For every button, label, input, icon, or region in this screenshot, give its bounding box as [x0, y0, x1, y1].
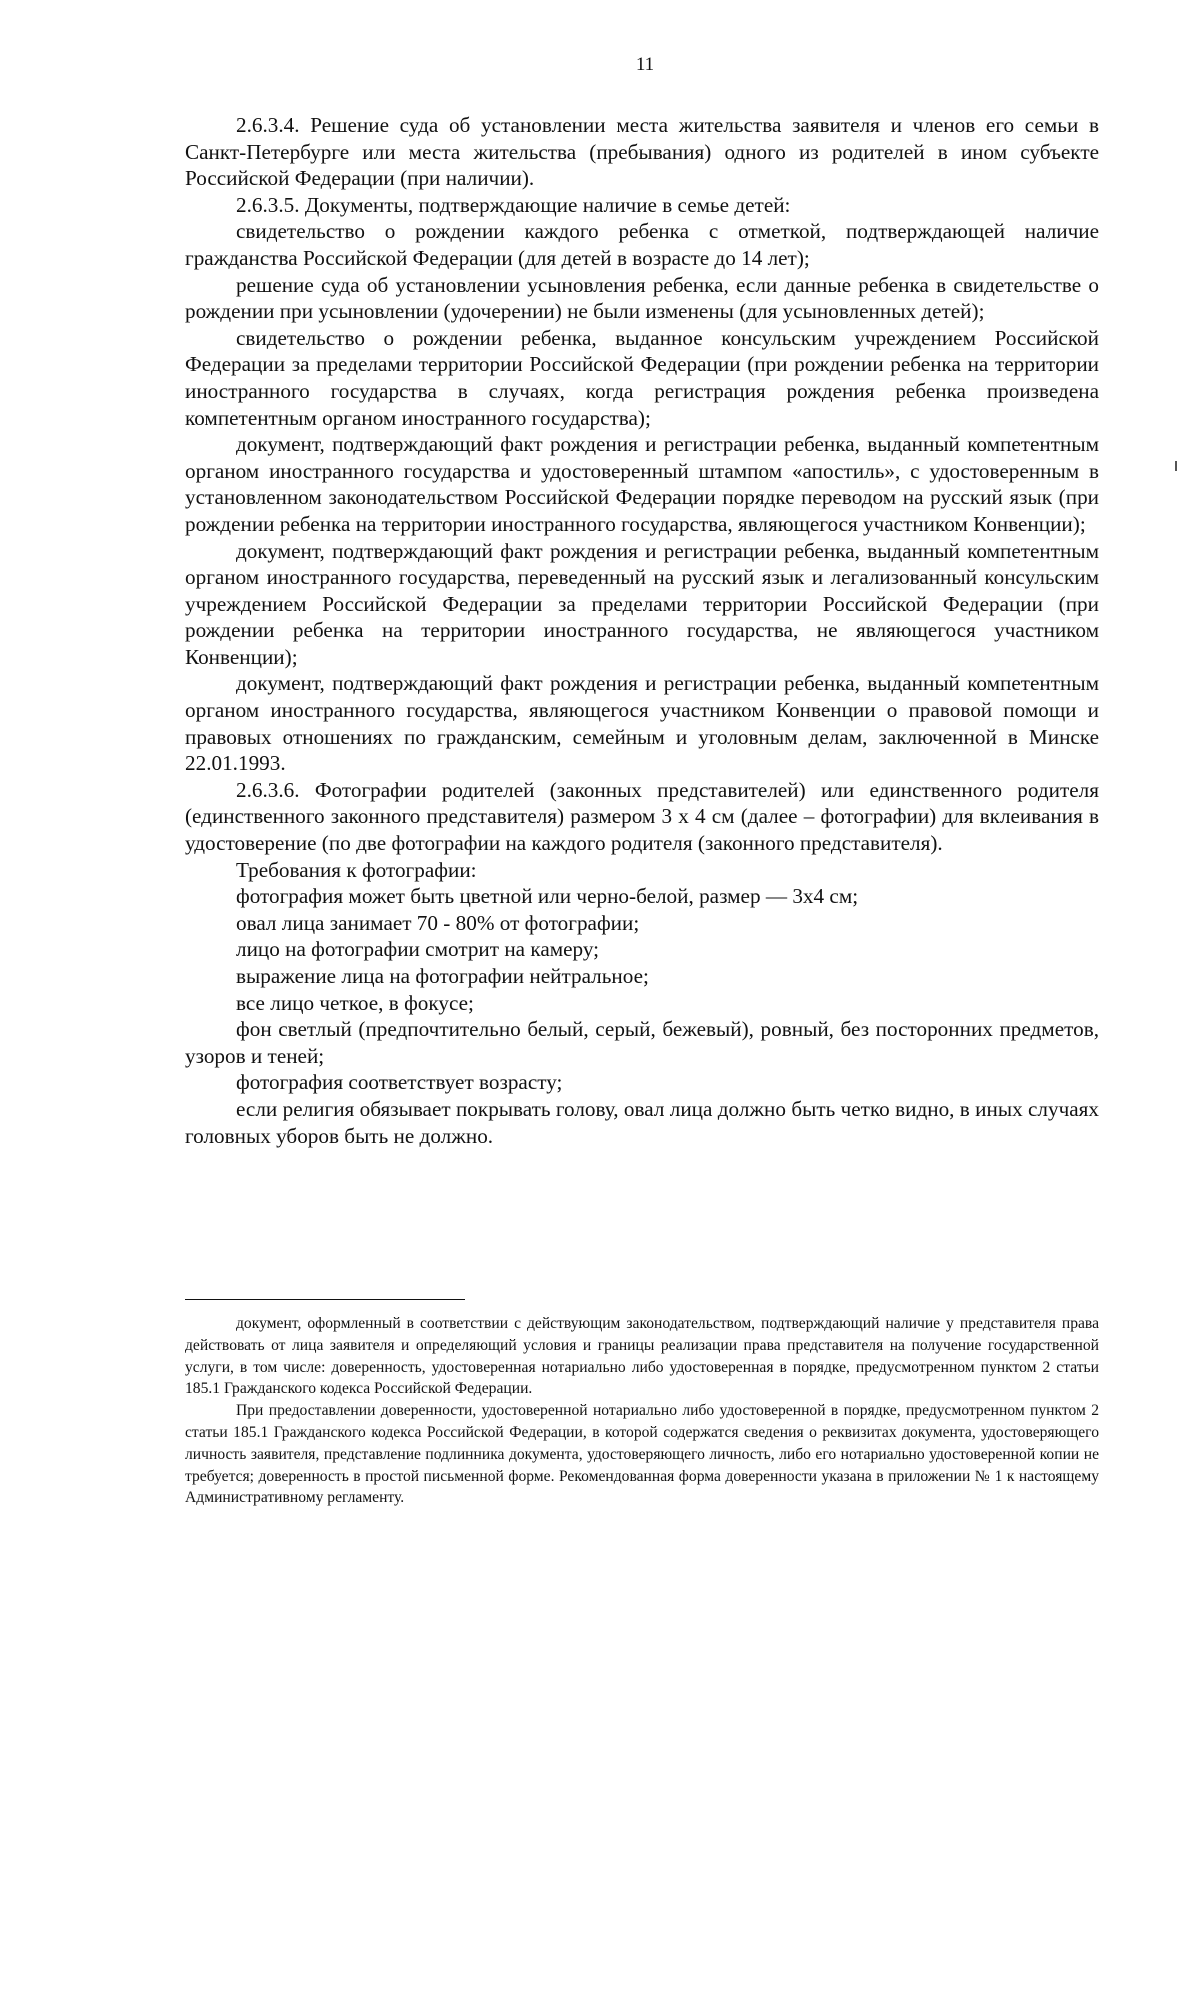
paragraph-2-6-3-5: 2.6.3.5. Документы, подтверждающие наличие в семье детей: — [236, 192, 791, 217]
list-item-birth-certificate: свидетельство о рождении каждого ребенка с отметкой, подтверждающей наличие гражданства Российской Федерации (для детей в возрасте до 14 лет); — [185, 219, 1099, 270]
list-item-adoption-court-decision: решение суда об установлении усыновления ребенка, если данные ребенка в свидетельстве о рождении при усыновлении (удочерении) не были изменены (для усыновленных детей); — [185, 272, 1099, 324]
photo-requirement-expression: выражение лица на фотографии нейтральное; — [236, 964, 649, 988]
page-number: 11 — [635, 54, 655, 75]
photo-requirement-face-oval: овал лица занимает 70 - 80% от фотографии; — [236, 910, 640, 935]
list-item-apostille-document: документ, подтверждающий факт рождения и регистрации ребенка, выданный компетентным органом иностранного государства и удостоверенный штампом «апостиль», с удостоверенным в установленном законодательством Российской Федерации порядке переводом на русский язык (при рождении ребенка на территории иностранного государства, являющегося участником Конвенции); — [185, 432, 1099, 536]
photo-requirement-color-size: фотография может быть цветной или черно-белой, размер — 3х4 см; — [236, 884, 859, 909]
document-body — [185, 112, 1099, 1149]
photo-requirement-camera: лицо на фотографии смотрит на камеру; — [236, 937, 600, 962]
paragraph-2-6-3-6: 2.6.3.6. Фотографии родителей (законных представителей) или единственного родителя (единственного законного представителя) размером 3 х 4 см (далее – фотографии) для вклеивания в удостоверение (по две фотографии на каждого родителя (законного представителя). — [185, 777, 1099, 856]
footnote-divider — [185, 1299, 465, 1300]
photo-requirement-headwear: если религия обязывает покрывать голову, овал лица должно быть четко видно, в иных случаях головных уборов быть не должно. — [185, 1096, 1099, 1148]
footnotes — [185, 1313, 1099, 1509]
footnote-power-of-attorney: документ, оформленный в соответствии с действующим законодательством, подтверждающий наличие у представителя права действовать от лица заявителя и определяющий условия и границы реализации права представителя на получение государственной услуги, в том числе: доверенность, удостоверенная нотариально либо удостоверенная в порядке, предусмотренном пунктом 2 статьи 185.1 Гражданского кодекса Российской Федерации. — [185, 1315, 1099, 1398]
photo-requirement-background: фон светлый (предпочтительно белый, серый, бежевый), ровный, без посторонних предметов, узоров и теней; — [185, 1017, 1099, 1068]
list-item-legalized-document: документ, подтверждающий факт рождения и регистрации ребенка, выданный компетентным органом иностранного государства, переведенный на русский язык и легализованный консульским учреждением Российской Федерации за пределами территории Российской Федерации (при рождении ребенка на территории иностранного государства, не являющегося участником Конвенции); — [185, 538, 1099, 669]
list-item-consular-birth-certificate: свидетельство о рождении ребенка, выданное консульским учреждением Российской Федерации за пределами территории Российской Федерации (при рождении ребенка на территории иностранного государства в случаях, когда регистрация рождения ребенка произведена компетентным органом иностранного государства); — [185, 325, 1099, 430]
photo-requirements-heading: Требования к фотографии: — [236, 857, 477, 882]
footnote-power-of-attorney-note: При предоставлении доверенности, удостоверенной нотариально либо удостоверенной в порядке, предусмотренном пунктом 2 статьи 185.1 Гражданского кодекса Российской Федерации, в которой содержатся сведения о реквизитах документа, удостоверяющего личность заявителя, представление подлинника документа, удостоверяющего личность, либо его нотариально удостоверенной копии не требуется; доверенность в простой письменной форме. Рекомендованная форма доверенности указана в приложении № 1 к настоящему Административному регламенту. — [185, 1402, 1099, 1507]
paragraph-2-6-3-4: 2.6.3.4. Решение суда об установлении места жительства заявителя и членов его семьи в Санкт-Петербурге или места жительства (пребывания) одного из родителей в ином субъекте Российской Федерации (при наличии). — [185, 113, 1099, 191]
photo-requirement-focus: все лицо четкое, в фокусе; — [236, 990, 474, 1015]
scan-artifact-mark — [1175, 461, 1177, 471]
list-item-minsk-convention-document: документ, подтверждающий факт рождения и регистрации ребенка, выданный компетентным органом иностранного государства, являющегося участником Конвенции о правовой помощи и правовых отношениях по гражданским, семейным и уголовным делам, заключенной в Минске 22.01.1993. — [185, 671, 1099, 776]
photo-requirement-age: фотография соответствует возрасту; — [236, 1070, 563, 1095]
